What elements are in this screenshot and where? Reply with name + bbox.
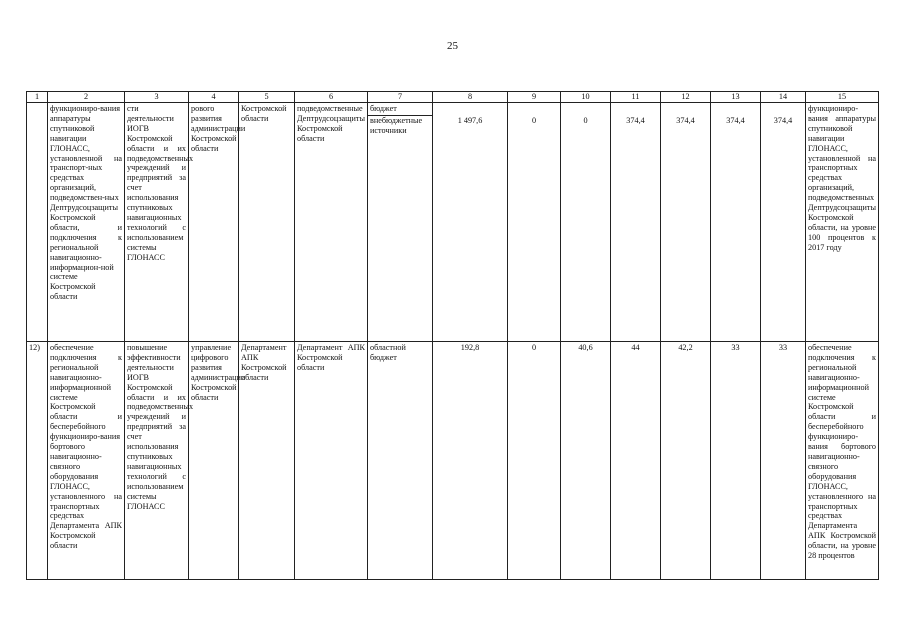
year-cell: 374,4 (711, 103, 761, 342)
row-number: 12) (27, 342, 48, 580)
program-table (26, 91, 879, 580)
header-cell: 11 (611, 92, 661, 103)
participant-cell: Департамент АПК Костромской области (295, 342, 368, 580)
header-cell: 9 (508, 92, 561, 103)
responsible-cell: управление цифрового развития администрации Костромской области (189, 342, 239, 580)
executor-cell: Департамент АПК Костромской области (239, 342, 295, 580)
total-cell: 1 497,6 (433, 103, 508, 342)
header-cell: 13 (711, 92, 761, 103)
header-cell: 12 (661, 92, 711, 103)
row-number (27, 103, 48, 342)
year-cell: 374,4 (661, 103, 711, 342)
funding-source-cell: областной бюджет (368, 342, 433, 580)
year-cell: 0 (508, 103, 561, 342)
table-row (27, 342, 879, 580)
header-cell: 2 (48, 92, 125, 103)
goal-cell: сти деятельности ИОГВ Костромской области и их подведомственных учреждений и предприятий за счет использования спутниковых навигационных технологий с использованием системы ГЛОНАСС (125, 103, 189, 342)
funding-source-cell (368, 103, 433, 342)
header-cell: 8 (433, 92, 508, 103)
participant-cell: подведомственные Дептрудсоцзащиты Костромской области (295, 103, 368, 342)
year-cell: 0 (508, 342, 561, 580)
header-cell: 3 (125, 92, 189, 103)
goal-cell: повышение эффективности деятельности ИОГВ Костромской области и их подведомственных учреждений и предприятий за счет использования спутниковых навигационных технологий с использованием системы ГЛОНАСС (125, 342, 189, 580)
header-cell: 6 (295, 92, 368, 103)
header-cell: 14 (761, 92, 806, 103)
year-cell: 42,2 (661, 342, 711, 580)
year-cell: 33 (711, 342, 761, 580)
total-cell: 192,8 (433, 342, 508, 580)
year-cell: 33 (761, 342, 806, 580)
activity-cell: функциониро-вания аппаратуры спутниковой навигации ГЛОНАСС, установленной на транспорт-ных средствах организаций, подведомствен-ных Дептрудсоцзащиты Костромской области, и подключения к региональной навигационно-информацион-ной системе Костромской области (48, 103, 125, 342)
header-row (27, 92, 879, 103)
page-number: 25 (447, 40, 458, 52)
funding-source-line: бюджет (370, 104, 397, 113)
result-cell: функциониро-вания аппаратуры спутниковой навигации ГЛОНАСС, установленной на транспортных средствах организаций, подведомственных Дептрудсоцзащиты Костромской области, на уровне 100 процентов к 2017 году (806, 103, 879, 342)
result-cell: обеспечение подключения к региональной навигационно-информационной системе Костромской области и бесперебойного функциониро-вания бортового навигационно-связного оборудования ГЛОНАСС, установленного на транспортных средствах Департамента АПК Костромской области, на уровне 28 процентов (806, 342, 879, 580)
header-cell: 1 (27, 92, 48, 103)
header-cell: 15 (806, 92, 879, 103)
table-row (27, 103, 879, 342)
year-cell: 40,6 (561, 342, 611, 580)
header-cell: 7 (368, 92, 433, 103)
header-cell: 4 (189, 92, 239, 103)
year-cell: 0 (561, 103, 611, 342)
activity-cell: обеспечение подключения к региональной навигационно-информационной системе Костромской области и бесперебойного функциониро-вания бортового навигационно-связного оборудования ГЛОНАСС, установленного на транспортных средствах Департамента АПК Костромской области (48, 342, 125, 580)
year-cell: 44 (611, 342, 661, 580)
responsible-cell: рового развития администрации Костромской области (189, 103, 239, 342)
header-cell: 10 (561, 92, 611, 103)
executor-cell: Костромской области (239, 103, 295, 342)
funding-source-line: внебюджетные источники (368, 115, 432, 136)
header-cell: 5 (239, 92, 295, 103)
year-cell: 374,4 (761, 103, 806, 342)
year-cell: 374,4 (611, 103, 661, 342)
